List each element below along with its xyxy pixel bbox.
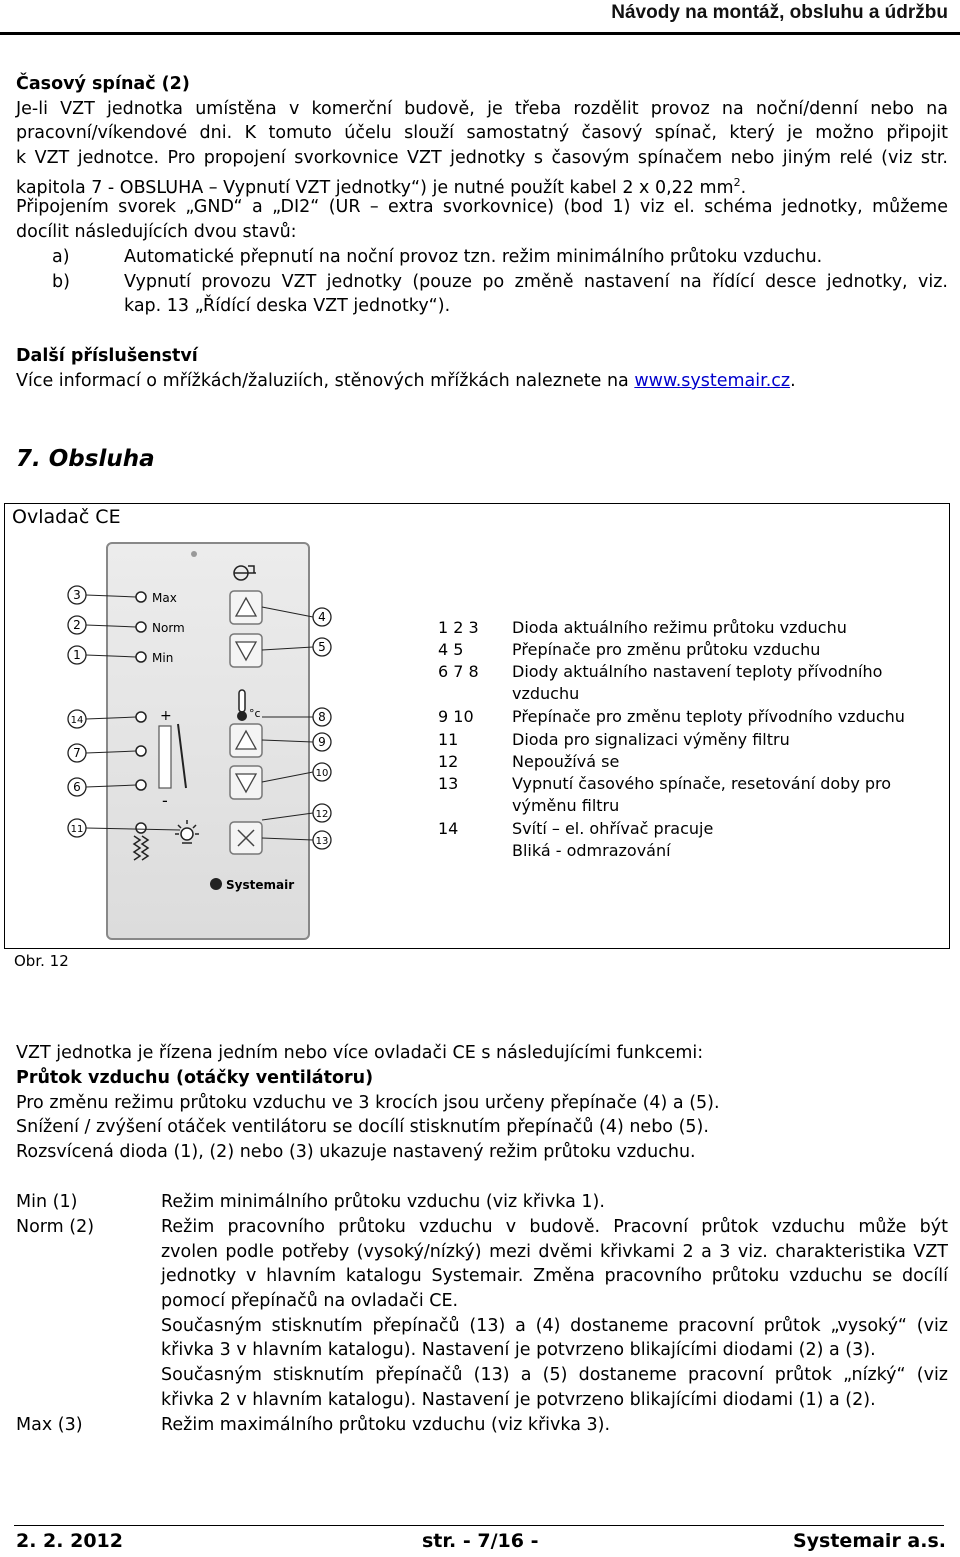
svg-text:1: 1 [73,648,81,662]
mode-text: Současným stisknutím přepínačů (13) a (4) dostaneme pracovní průtok „vysoký“ (viz [161,1316,948,1336]
fan-icon [234,566,256,580]
thermometer-icon [237,690,247,721]
timer-line: pracovní/víkendové dni. K tomuto účelu slouží samostatný časový spínač, který je možno připojit [16,123,948,143]
callout-5 [262,638,331,656]
legend-text: Svítí – el. ohřívač pracuje [512,819,714,838]
svg-text:Systemair: Systemair [226,878,295,892]
led-temp-icon [136,780,146,790]
callout-12 [262,804,331,822]
functions-line: Rozsvícená dioda (1), (2) nebo (3) ukazuje nastavený režim průtoku vzduchu. [16,1142,696,1162]
legend-num: 6 7 8 [438,662,479,681]
legend-text: Diody aktuálního nastavení teploty přívodního vzduchu [512,662,883,704]
led-heater-icon [136,823,146,833]
legend-row [438,840,928,864]
svg-text:5: 5 [318,640,326,654]
list-item-b: Vypnutí provozu VZT jednotky (pouze po změně nastavení na řídící desce jednotky, viz. [124,272,948,292]
document-header-title: Návody na montáž, obsluhu a údržbu [611,2,948,23]
legend-row [438,639,928,663]
label-norm: Norm [152,621,185,635]
timer-line: k VZT jednotce. Pro propojení svorkovnice VZT jednotky s časovým spínačem nebo jiným relé (viz str. [16,148,948,168]
temperature-up-button[interactable] [230,724,262,757]
legend-text: Dioda pro signalizaci výměny filtru [512,730,790,749]
scale-needle [178,724,186,788]
mode-text: jednotky v hlavním katalogu Systemair. Změna pracovního průtoku vzduchu se docílí [161,1266,948,1286]
callout-2 [68,616,136,634]
mode-text: zvolen podle potřeby (vysoký/nízký) mezi dvěmi křivkami 2 a 3 viz. charakteristika VZT [161,1242,948,1262]
svg-text:6: 6 [73,780,81,794]
callout-9 [262,733,331,751]
legend-num: 1 2 3 [438,618,479,637]
svg-text:12: 12 [315,809,329,820]
legend-row [438,751,928,775]
functions-line: Snížení / zvýšení otáček ventilátoru se docílí stisknutím přepínačů (4) nebo (5). [16,1117,709,1137]
legend-text: Přepínače pro změnu průtoku vzduchu [512,640,821,659]
mode-label-max: Max (3) [16,1415,83,1435]
callout-3 [68,586,136,604]
legend-row [438,773,928,819]
svg-text:11: 11 [70,824,84,835]
led-max-icon [136,592,146,602]
mode-label-norm: Norm (2) [16,1217,95,1237]
legend-text: Bliká - odmrazování [512,841,671,860]
callout-10 [262,763,331,782]
led-temp-icon [136,746,146,756]
plus-sign: + [160,708,172,724]
mode-text: pomocí přepínačů na ovladači CE. [161,1291,459,1311]
footer-page: str. - 7/16 - [422,1530,539,1552]
callout-11 [68,819,180,837]
legend-text: Dioda aktuálního režimu průtoku vzduchu [512,618,847,637]
led-temp-icon [136,712,146,722]
functions-heading: Průtok vzduchu (otáčky ventilátoru) [16,1068,374,1088]
temperature-scale [159,726,171,788]
label-min: Min [152,651,174,665]
list-marker-a: a) [52,247,70,267]
figure-title: Ovladač CE [12,506,121,528]
legend-text: Přepínače pro změnu teploty přívodního vzduchu [512,707,905,726]
svg-text:13: 13 [315,836,329,847]
timer-line: Připojením svorek „GND“ a „DI2“ (UR – extra svorkovnice) (bod 1) viz el. schéma jednotky, můžeme [16,197,948,217]
svg-text:3: 3 [73,588,81,602]
label-max: Max [152,591,177,605]
period: . [740,177,747,198]
svg-text:7: 7 [73,746,81,760]
timer-heading: Časový spínač (2) [16,74,190,94]
timer-line: docílit následujících dvou stavů: [16,222,297,242]
mode-text: Režim minimálního průtoku vzduchu (viz křivka 1). [161,1192,605,1212]
footer-rule [14,1525,944,1526]
legend-row [438,818,928,842]
callout-13 [262,831,331,849]
functions-line: Pro změnu režimu průtoku vzduchu ve 3 krocích jsou určeny přepínače (4) a (5). [16,1093,720,1113]
svg-text:4: 4 [318,610,326,624]
callout-8 [262,708,331,726]
svg-text:8: 8 [318,710,326,724]
figure-caption: Obr. 12 [14,952,69,970]
temperature-down-button[interactable] [230,766,262,799]
timer-line: Je-li VZT jednotka umístěna v komerční budově, je třeba rozdělit provoz na noční/denní nebo na [16,99,948,119]
legend-row [438,729,928,753]
footer-date: 2. 2. 2012 [16,1530,123,1552]
svg-text:10: 10 [315,768,329,779]
temp-unit: °c [249,707,261,720]
systemair-link[interactable]: www.systemair.cz [634,371,791,391]
mode-text: Současným stisknutím přepínačů (13) a (5) dostaneme pracovní průtok „nízký“ (viz [161,1365,948,1385]
callout-4 [262,607,331,626]
mode-text: Režim maximálního průtoku vzduchu (viz křivka 3). [161,1415,611,1435]
led-norm-icon [136,622,146,632]
list-item-b-cont: kap. 13 „Řídící deska VZT jednotky“). [124,296,451,316]
mode-label-min: Min (1) [16,1192,78,1212]
legend-row [438,661,928,707]
timer-reset-button[interactable] [230,822,262,854]
svg-text:14: 14 [70,715,84,726]
legend-num: 13 [438,774,459,793]
timer-line-text: kapitola 7 - OBSLUHA – Vypnutí VZT jednotky“) je nutné použít kabel 2 x 0,22 mm [16,177,734,198]
callout-1 [68,646,136,664]
superscript: 2 [733,176,741,189]
functions-intro: VZT jednotka je řízena jedním nebo více ovladači CE s následujícími funkcemi: [16,1043,704,1063]
legend-num: 9 10 [438,707,474,726]
legend-num: 14 [438,819,459,838]
legend-num: 11 [438,730,459,749]
callout-6 [68,778,136,796]
accessories-sentence: Více informací o mřížkách/žaluziích, stěnových mřížkách naleznete na [16,371,635,391]
callout-7 [68,744,136,762]
accessories-heading: Další příslušenství [16,346,198,366]
legend-text: Nepoužívá se [512,752,620,771]
heater-icon [134,836,148,860]
mode-text: Režim pracovního průtoku vzduchu v budově. Pracovní průtok vzduchu může být [161,1217,948,1237]
mode-text: křivka 3 v hlavním katalogu). Nastavení je potvrzeno blikajícími diodami (2) a (3). [161,1340,876,1360]
svg-text:2: 2 [73,618,81,632]
airflow-up-button[interactable] [230,591,262,624]
legend-row [438,617,928,641]
list-marker-b: b) [52,272,70,292]
mode-text: křivka 2 v hlavním katalogu). Nastavení je potvrzeno blikajícími diodami (1) a (2). [161,1390,876,1410]
legend-row [438,706,928,730]
footer-company: Systemair a.s. [792,1530,946,1552]
screw-icon [191,551,197,557]
period: . [790,371,796,391]
legend-num: 12 [438,752,459,771]
callout-14 [68,710,136,728]
legend-num: 4 5 [438,640,464,659]
filter-lamp-icon [175,820,199,843]
svg-text:9: 9 [318,735,326,749]
section-title: 7. Obsluha [16,446,155,472]
list-item-a: Automatické přepnutí na noční provoz tzn. režim minimálního průtoku vzduchu. [124,247,823,267]
systemair-logo [210,878,294,892]
airflow-down-button[interactable] [230,634,262,667]
minus-sign: - [162,791,168,810]
led-min-icon [136,652,146,662]
legend-text: Vypnutí časového spínače, resetování doby pro výměnu filtru [512,774,892,816]
